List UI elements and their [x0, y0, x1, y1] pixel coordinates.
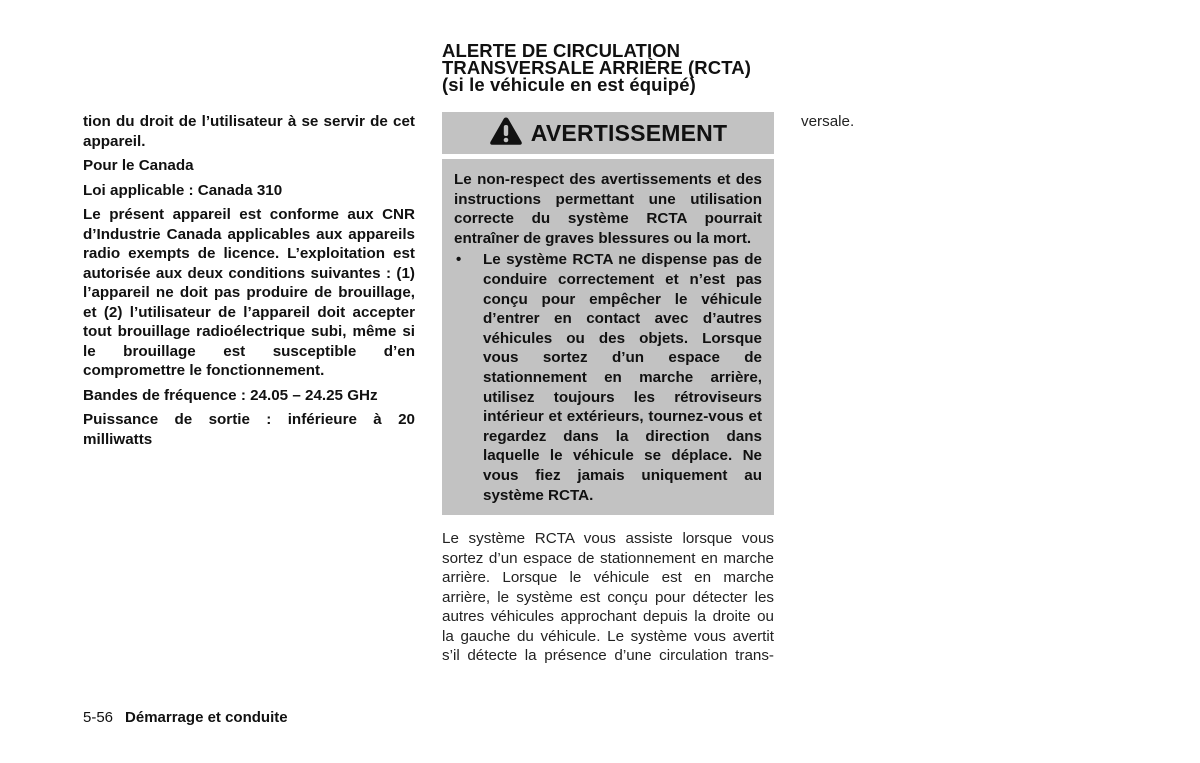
- output-power: Puissance de sortie : inférieure à 20 milliwatts: [83, 411, 415, 448]
- paragraph-cnr-compliance: Le présent appareil est conforme aux CNR d’Industrie Canada applicables aux appareils radio exempts de licence. L’exploitation est autorisée aux deux conditions suivantes : (1) l’appareil ne doit pas produire de brouillage, et (2) l’utilisateur de l’appareil doit accepter tout brouillage radioélectrique subi, même si le brouillage est susceptible d’en compromettre le fonctionnement.: [83, 206, 415, 379]
- continued-text: versale.: [801, 113, 855, 130]
- warning-body: [442, 159, 774, 515]
- page-number: 5-56: [83, 709, 114, 726]
- paragraph-user-right: tion du droit de l’utilisateur à se servir de cet appareil.: [83, 113, 415, 150]
- applicable-law: Loi applicable : Canada 310: [83, 181, 283, 199]
- warning-intro: Le non-respect des avertissements et des instructions permettant une utilisation correcte du système RCTA pourrait entraîner de graves blessures ou la mort.: [454, 171, 762, 247]
- heading-canada: Pour le Canada: [83, 157, 194, 174]
- warning-bullet-item: [454, 250, 762, 505]
- frequency-bands: Bandes de fréquence : 24.05 – 24.25 GHz: [83, 386, 378, 404]
- chapter-title: Démarrage et conduite: [125, 709, 288, 726]
- rcta-description: Le système RCTA vous assiste lorsque vous sortez d’un espace de stationnement en marche arrière. Lorsque le véhicule est en marche arrière, le système est conçu pour détecter les autres véhicules approchant depuis la droite ou la gauche du véhicule. Le système vous avertit s’il détecte la présence d’une circulation trans-: [442, 530, 774, 665]
- section-title-line-2: TRANSVERSALE ARRIÈRE (RCTA): [442, 57, 751, 78]
- middle-column: [442, 42, 774, 666]
- warning-box: [442, 112, 774, 515]
- section-subtitle: (si le véhicule en est équipé): [442, 74, 696, 95]
- warning-triangle-icon: [489, 116, 523, 151]
- bullet-icon: •: [456, 251, 462, 269]
- section-title: [442, 42, 774, 93]
- warning-header: [442, 112, 774, 154]
- warning-title: AVERTISSEMENT: [530, 119, 728, 146]
- right-column: [801, 112, 1133, 132]
- left-column: [83, 112, 415, 454]
- section-title-line-1: ALERTE DE CIRCULATION: [442, 40, 681, 61]
- page-footer: [83, 709, 288, 726]
- warning-bullet-text: Le système RCTA ne dispense pas de conduire correctement et n’est pas conçu pour empêcher le véhicule d’entrer en contact avec d’autres véhicules ou des objets. Lorsque vous sortez d’un espace de stationnement en marche arrière, utilisez toujours les rétroviseurs intérieur et extérieurs, tournez-vous et regardez dans la direction dans laquelle le véhicule se déplace. Ne vous fiez jamais uniquement au système RCTA.: [483, 251, 762, 504]
